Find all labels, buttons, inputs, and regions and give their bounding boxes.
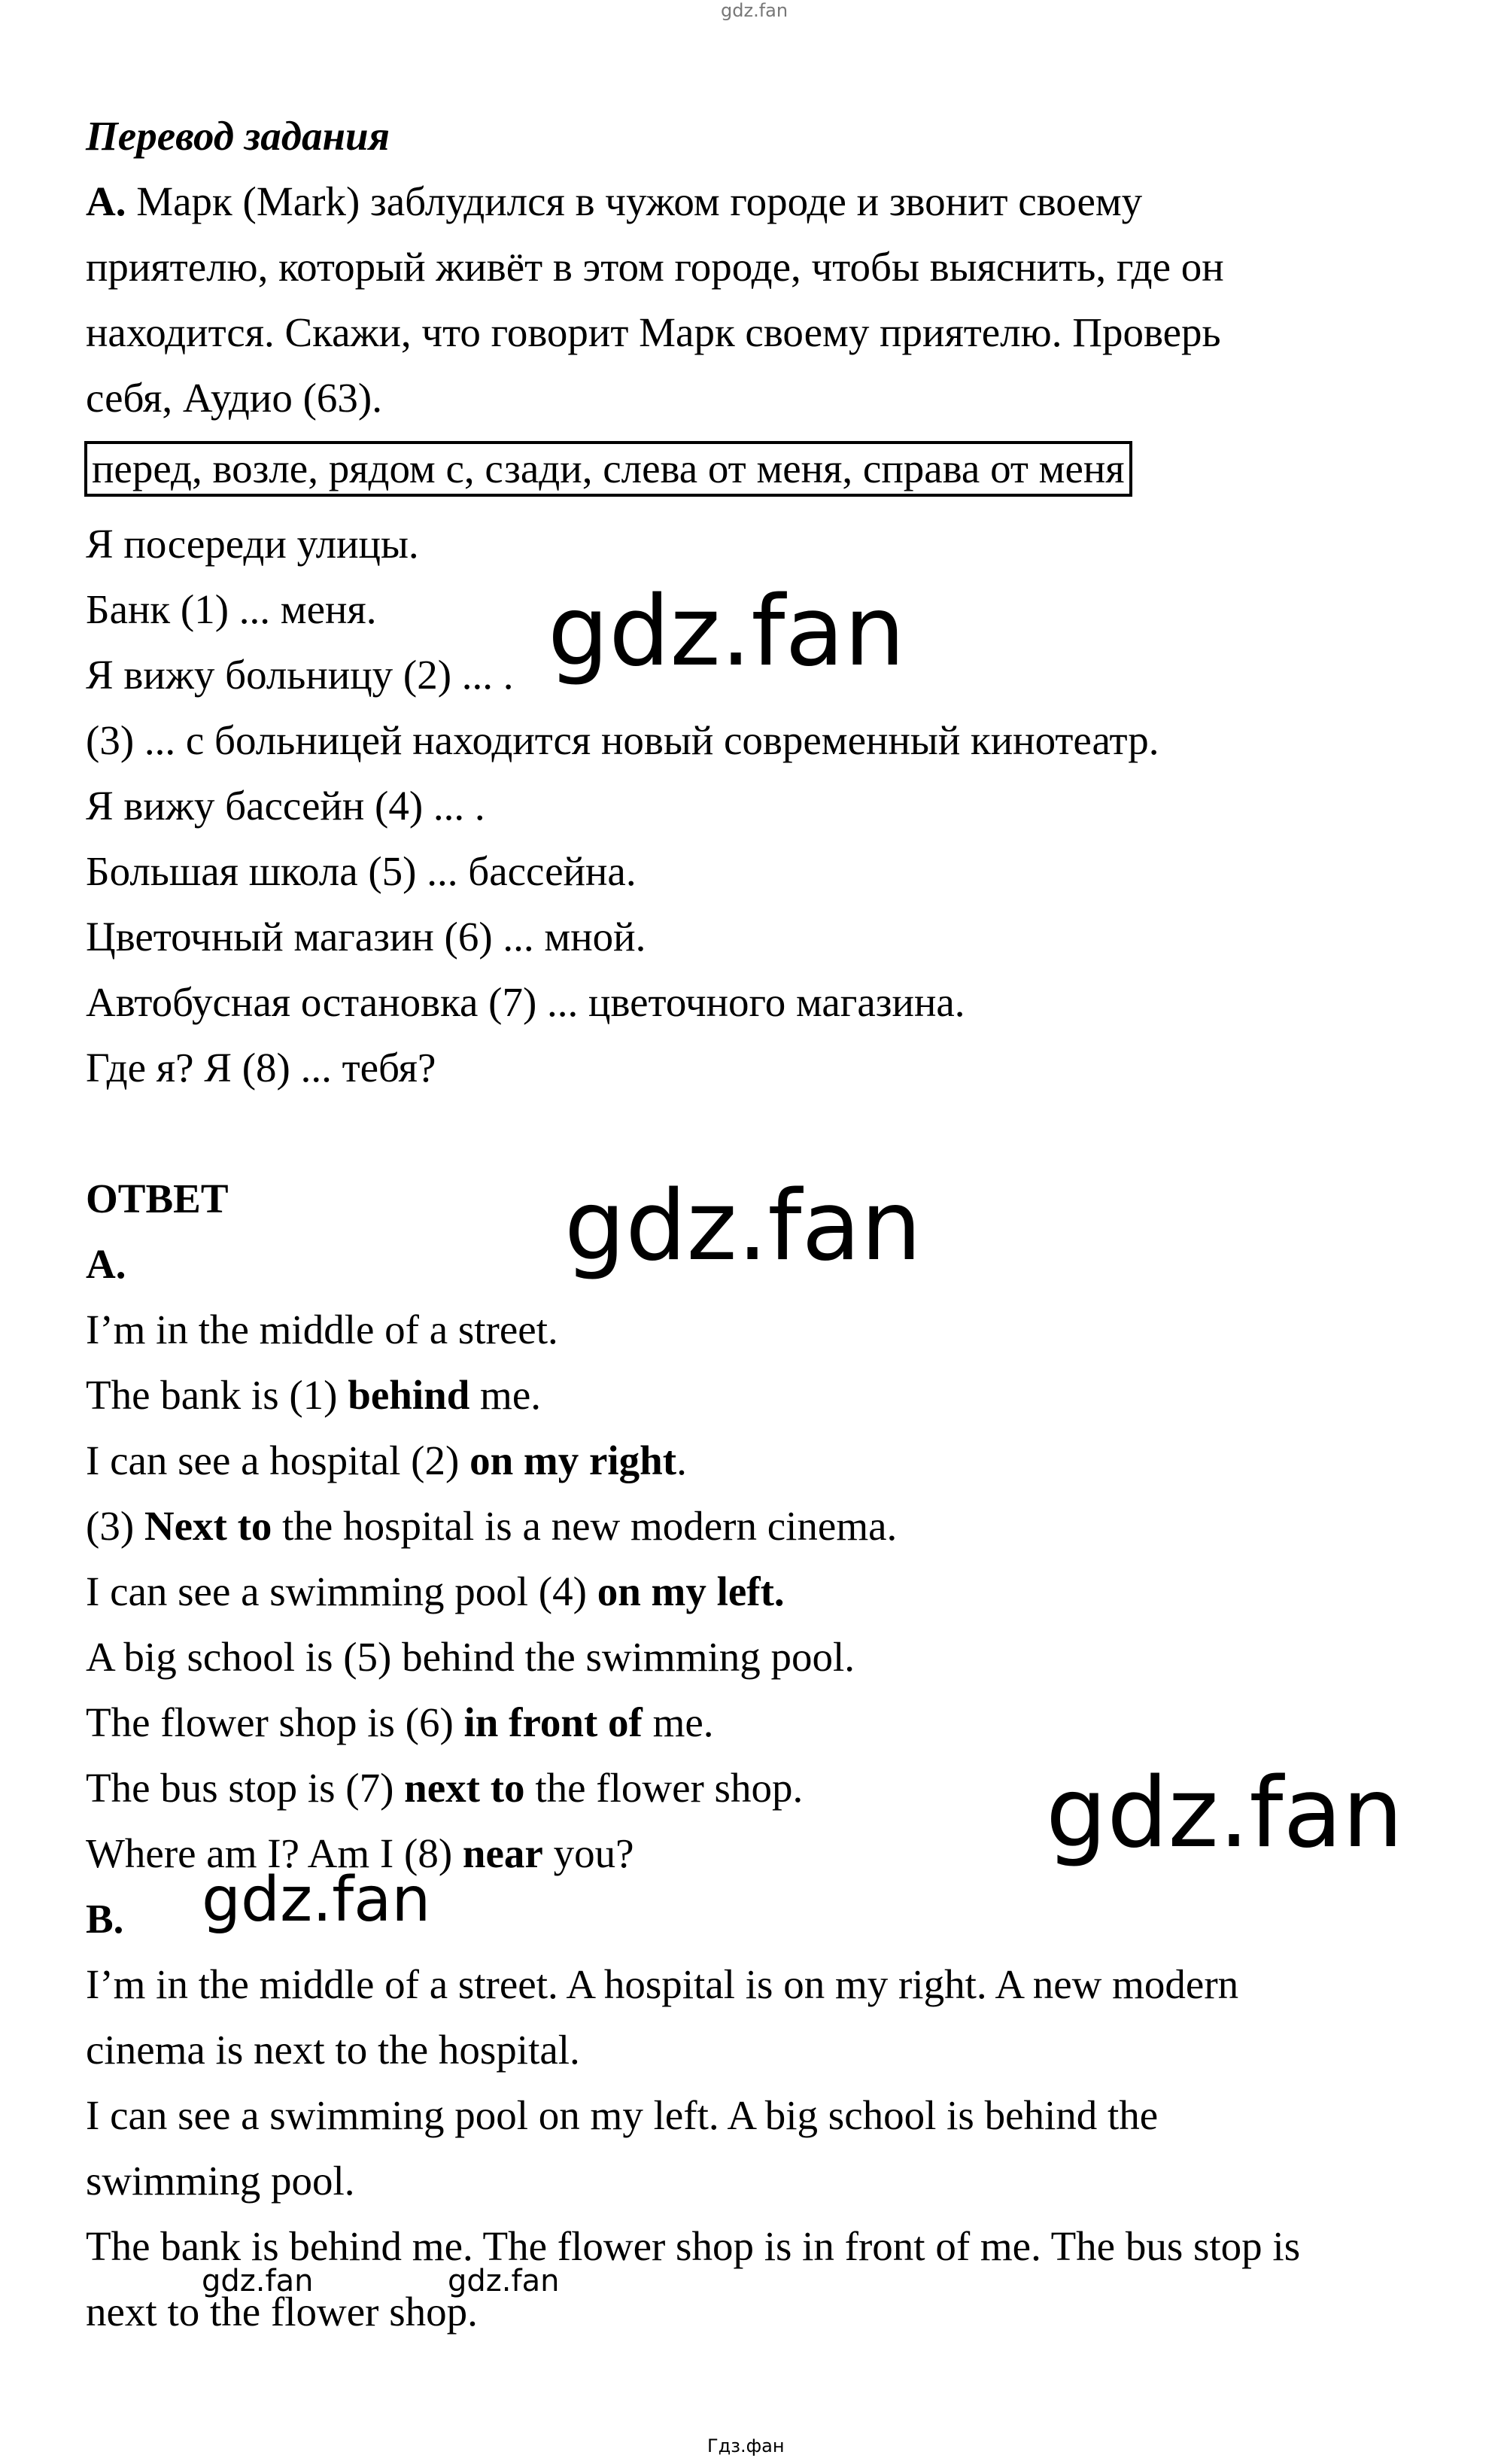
answer-b-line-4: swimming pool. xyxy=(86,2158,355,2204)
answer-text: me. xyxy=(469,1372,541,1418)
answer-text: The bank is (1) xyxy=(86,1372,348,1418)
watermark-4: gdz.fan xyxy=(202,1864,431,1936)
task-sentence-6: Большая школа (5) ... бассейна. xyxy=(86,848,637,894)
task-heading: Перевод задания xyxy=(86,113,390,159)
task-sentence-5: Я вижу бассейн (4) ... . xyxy=(86,783,485,829)
answer-b-line-5: The bank is behind me. The flower shop is in front of me. The bus stop is xyxy=(86,2223,1301,2269)
answer-a-line-5 xyxy=(86,1567,785,1617)
answer-keyword: near xyxy=(462,1830,543,1876)
answer-text: A big school is (5) behind the swimming pool. xyxy=(86,1634,855,1680)
answer-text: I can see a swimming pool (4) xyxy=(86,1568,597,1614)
watermark-3: gdz.fan xyxy=(1046,1757,1403,1869)
answer-a-line-1 xyxy=(86,1305,558,1355)
answer-text: The flower shop is (6) xyxy=(86,1699,464,1745)
answer-b-label: B. xyxy=(86,1896,124,1942)
answer-a-line-3 xyxy=(86,1436,687,1486)
answer-keyword: Next to xyxy=(144,1503,272,1549)
task-sentence-2: Банк (1) ... меня. xyxy=(86,586,377,632)
answer-text: Where am I? Am I (8) xyxy=(86,1830,463,1876)
answer-heading: ОТВЕТ xyxy=(86,1176,229,1221)
watermark-1: gdz.fan xyxy=(548,576,905,688)
answer-keyword: behind xyxy=(348,1372,470,1418)
watermark-5: gdz.fan xyxy=(202,2264,314,2298)
answer-text: . xyxy=(676,1437,687,1483)
answer-a-line-4 xyxy=(86,1501,897,1551)
task-sentence-1: Я посереди улицы. xyxy=(86,521,419,567)
task-sentence-7: Цветочный магазин (6) ... мной. xyxy=(86,914,646,960)
answer-b-line-6: next to the flower shop. xyxy=(86,2289,478,2335)
answer-a-line-6 xyxy=(86,1632,855,1682)
answer-text: I can see a hospital (2) xyxy=(86,1437,470,1483)
word-box: перед, возле, рядом с, сзади, слева от меня, справа от меня xyxy=(84,441,1132,497)
answer-keyword: in front of xyxy=(463,1699,643,1745)
answer-text: the hospital is a new modern cinema. xyxy=(272,1503,898,1549)
answer-text: me. xyxy=(642,1699,714,1745)
answer-text: I’m in the middle of a street. xyxy=(86,1307,558,1352)
top-watermark: gdz.fan xyxy=(721,0,788,21)
task-intro-text: Марк (Mark) заблудился в чужом городе и звонит своему xyxy=(126,178,1143,224)
answer-b-line-2: cinema is next to the hospital. xyxy=(86,2027,580,2073)
bottom-watermark: Гдз.фан xyxy=(707,2435,785,2456)
answer-text: The bus stop is (7) xyxy=(86,1765,405,1811)
task-sentence-9: Где я? Я (8) ... тебя? xyxy=(86,1045,436,1091)
task-a-label: А. xyxy=(86,178,126,224)
task-intro-line-1 xyxy=(86,177,1142,227)
answer-a-line-8 xyxy=(86,1763,803,1813)
answer-b-line-1: I’m in the middle of a street. A hospital is on my right. A new modern xyxy=(86,1961,1239,2007)
answer-a-line-2 xyxy=(86,1370,541,1420)
answer-keyword: on my right xyxy=(469,1437,677,1483)
answer-a-line-7 xyxy=(86,1698,714,1748)
answer-text: you? xyxy=(542,1830,634,1876)
answer-keyword: next to xyxy=(404,1765,525,1811)
task-sentence-8: Автобусная остановка (7) ... цветочного магазина. xyxy=(86,979,965,1025)
task-sentence-3: Я вижу больницу (2) ... . xyxy=(86,652,514,698)
task-intro-line-4: себя, Аудио (63). xyxy=(86,375,382,421)
watermark-6: gdz.fan xyxy=(448,2264,560,2298)
answer-b-line-3: I can see a swimming pool on my left. A big school is behind the xyxy=(86,2092,1159,2138)
answer-text: the flower shop. xyxy=(524,1765,804,1811)
answer-a-label: A. xyxy=(86,1241,126,1287)
task-intro-line-2: приятелю, который живёт в этом городе, чтобы выяснить, где он xyxy=(86,244,1224,290)
watermark-2: gdz.fan xyxy=(564,1170,922,1282)
task-intro-line-3: находится. Скажи, что говорит Марк своему приятелю. Проверь xyxy=(86,309,1221,355)
answer-keyword: on my left. xyxy=(597,1568,785,1614)
task-sentence-4: (3) ... с больницей находится новый современный кинотеатр. xyxy=(86,717,1159,763)
answer-text: (3) xyxy=(86,1503,144,1549)
